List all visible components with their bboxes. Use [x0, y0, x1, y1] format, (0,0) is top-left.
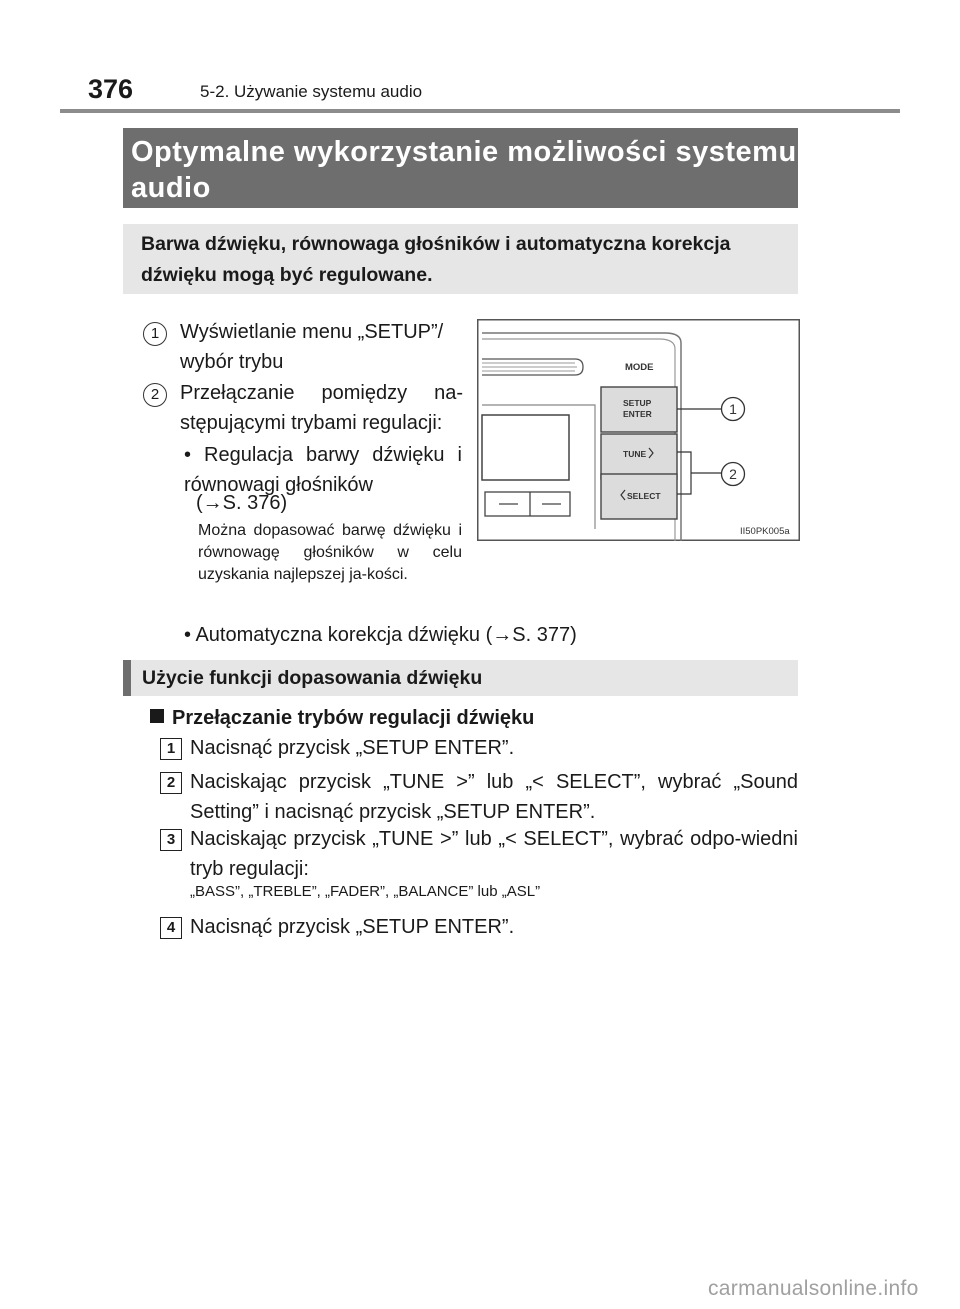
step-3-number: 3 — [160, 829, 182, 851]
bullet-tone-balance: • Regulacja barwy dźwięku i równowagi głośników — [184, 444, 462, 496]
step-2-number: 2 — [160, 772, 182, 794]
section-label: 5-2. Używanie systemu audio — [200, 82, 423, 101]
step-4-text: Nacisnąć przycisk „SETUP ENTER”. — [190, 916, 515, 938]
tone-balance-note: Można dopasować barwę dźwięku i równowagę głośników w celu uzyskania najlepszej ja-kości. — [198, 522, 462, 583]
item-2-text: Przełączanie pomiędzy na-stępującymi trybami regulacji: — [180, 382, 463, 434]
tune-button-label: TUNE — [623, 449, 647, 459]
step-4-number: 4 — [160, 917, 182, 939]
bullet-tone-balance-ref: (→S. 376) — [196, 492, 288, 514]
figure-code: II50PK005a — [740, 526, 790, 537]
square-bullet-icon — [150, 709, 164, 723]
bullet-asl: • Automatyczna korekcja dźwięku (→S. 377) — [184, 624, 577, 646]
step-3-note: „BASS”, „TREBLE”, „FADER”, „BALANCE” lub „ASL” — [190, 883, 541, 900]
step-1-number: 1 — [160, 738, 182, 760]
mode-button-label: MODE — [625, 362, 654, 373]
header-rule — [60, 109, 900, 113]
subsection-heading — [150, 704, 534, 732]
page-title: Optymalne wykorzystanie możliwości systemu audio — [123, 128, 798, 208]
callout-2: 2 — [729, 466, 737, 482]
step-3-text: Naciskając przycisk „TUNE >” lub „< SELECT”, wybrać odpo-wiedni tryb regulacji: — [190, 828, 798, 880]
subsection-title: Użycie funkcji dopasowania dźwięku — [123, 660, 798, 696]
callout-1: 1 — [729, 401, 737, 417]
step-2-text: Naciskając przycisk „TUNE >” lub „< SELECT”, wybrać „Sound Setting” i nacisnąć przycisk „SETUP ENTER”. — [190, 771, 798, 823]
select-button-label: SELECT — [627, 491, 661, 501]
subsection-heading-text: Przełączanie trybów regulacji dźwięku — [172, 707, 535, 729]
intro-summary: Barwa dźwięku, równowaga głośników i automatyczna korekcja dźwięku mogą być regulowane. — [123, 224, 798, 294]
setup-button-label-line1: SETUP — [623, 398, 652, 408]
audio-panel-diagram — [477, 319, 800, 541]
item-2-marker: 2 — [143, 383, 167, 407]
page-number: 376 — [88, 74, 134, 104]
step-1-text: Nacisnąć przycisk „SETUP ENTER”. — [190, 737, 515, 759]
item-1-text: Wyświetlanie menu „SETUP”/ wybór trybu — [180, 321, 444, 373]
item-1-marker: 1 — [143, 322, 167, 346]
setup-button-label-line2: ENTER — [623, 409, 652, 419]
watermark: carmanualsonline.info — [708, 1277, 919, 1300]
